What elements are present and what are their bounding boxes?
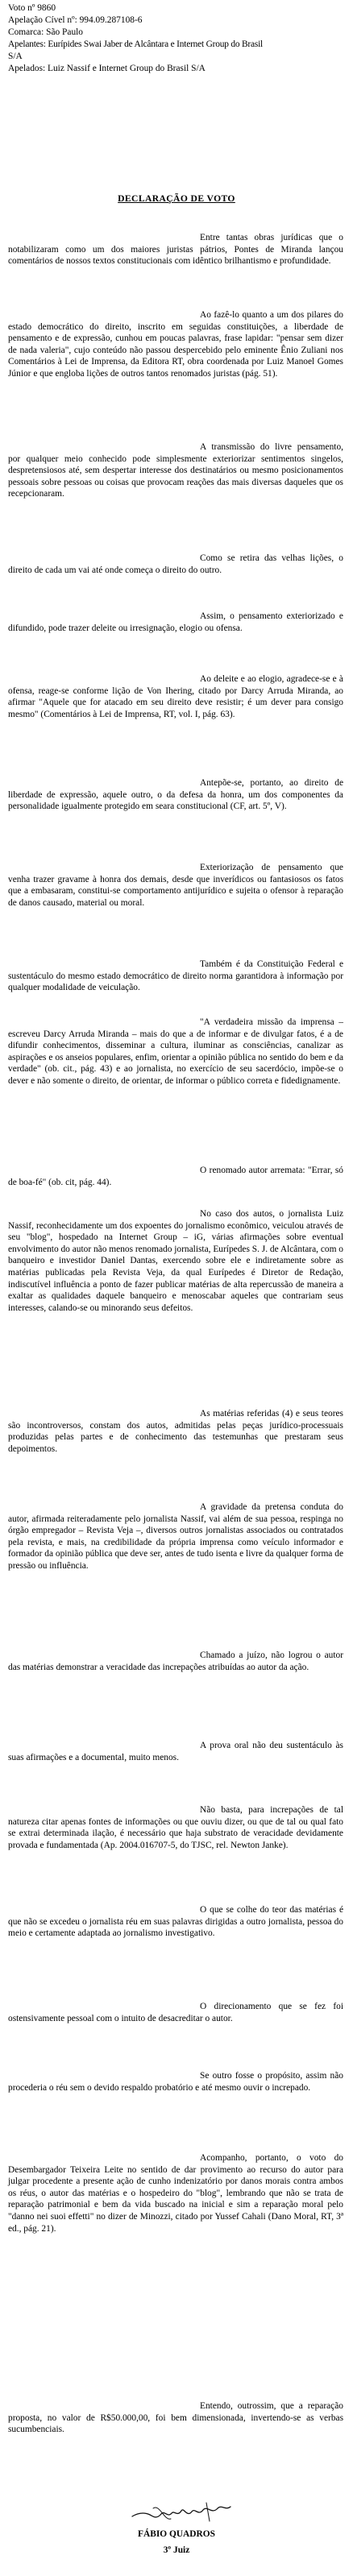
jurisdiction: Comarca: São Paulo xyxy=(8,27,84,37)
appellants-line-2: S/A xyxy=(8,52,23,61)
paragraph-3: A transmissão do livre pensamento, por qualquer meio conhecido pode simplesmente exteriorizar sentimentos singelos, despretensiosos até, sem despertar interesse dos destinatários ou mesmo posicionamentos pessoais sobre pessoas ou coisas que provocam reações das mais diversas daqueles que os recepcionaram. xyxy=(8,442,343,499)
paragraph-1: Entre tantas obras jurídicas que o notabilizaram como um dos maiores juristas pátrios, Pontes de Miranda lançou comentários de nossos textos constitucionais com idêntico brilhantismo e profundidade. xyxy=(8,233,343,267)
appellants-line-1: Apelantes: Eurípides Swai Jaber de Alcântara e Internet Group do Brasil xyxy=(8,39,264,49)
paragraph-10: "A verdadeira missão da imprensa – escreveu Darcy Arruda Miranda – mais do que a de informar e de divulgar fatos, é a de difundir conhecimentos, disseminar a cultura, iluminar as consciências, canalizar as aspirações e os anseios populares, enfim, orientar a opinião pública no sentido do bem e da verdade" (ob. cit., pág. 43) e ao jornalista, no exercício de seu sacerdócio, impõe-se o dever e não somente o direito, de orientar, de informar o público correta e fidedignamente. xyxy=(8,1017,343,1086)
paragraph-9: Também é da Constituição Federal e sustentáculo do mesmo estado democrático de direito norma garantidora à informação por qualquer modalidade de veiculação. xyxy=(8,959,343,993)
paragraph-7: Antepõe-se, portanto, ao direito de liberdade de expressão, aquele outro, o da defesa da honra, um dos componentes da personalidade igualmente protegido em seara constitucional (CF, art. 5º, V). xyxy=(8,778,343,812)
paragraph-14: A gravidade da pretensa conduta do autor, afirmada reiteradamente pelo jornalista Nassif, vai além de sua pessoa, respinga no órgão empregador – Revista Veja –, diversos outros jornalistas associados ou contratados pela revista, e mais, na credibilidade da própria imprensa como veículo informador e formador da opinião pública que deve ser, antes de tudo isenta e livre da qualquer forma de pressão ou influência. xyxy=(8,1502,343,1571)
signatory-name: FÁBIO QUADROS xyxy=(138,2529,215,2539)
paragraph-20: Se outro fosse o propósito, assim não procederia o réu sem o devido respaldo probatório e até mesmo ouvir o increpado. xyxy=(8,2071,343,2093)
paragraph-8: Exteriorização de pensamento que venha trazer gravame à honra dos demais, desde que inverídicos ou fantasiosos os fatos que a embasaram, constitui-se comportamento antijurídico e sujeita o ofensor à reparação de danos causado, material ou moral. xyxy=(8,863,343,908)
vote-number: Voto nº 9860 xyxy=(8,3,56,13)
paragraph-13: As matérias referidas (4) e seus teores são incontroversos, constam dos autos, admitidas pelas peças jurídico-processuais produzidas pelas partes e de conhecimento das testemunhas que prestaram seus depoimentos. xyxy=(8,1409,343,1454)
paragraph-19: O direcionamento que se fez foi ostensivamente pessoal com o intuito de desacreditar o autor. xyxy=(8,2002,343,2023)
paragraph-6: Ao deleite e ao elogio, agradece-se e à ofensa, reage-se conforme lição de Von Ihering, citado por Darcy Arruda Miranda, ao afirmar "Aquele que for atacado em seu direito deve resistir; é um dever para consigo mesmo" (Comentários à Lei de Imprensa, RT, vol. I, pág. 63). xyxy=(8,674,343,719)
paragraph-18: O que se colhe do teor das matérias é que não se excedeu o jornalista réu em suas palavras dirigidas a outro jornalista, pessoa do meio e certamente adaptada ao jornalismo investigativo. xyxy=(8,1905,343,1939)
paragraph-22: Entendo, outrossim, que a reparação proposta, no valor de R$50.000,00, foi bem dimensionada, invertendo-se as verbas sucumbenciais. xyxy=(8,2401,343,2435)
paragraph-4: Como se retira das velhas lições, o direito de cada um vai até onde começa o direito do outro. xyxy=(8,553,343,575)
paragraph-11: O renomado autor arremata: "Errar, só de boa-fé" (ob. cit, pág. 44). xyxy=(8,1166,343,1187)
appellees: Apelados: Luiz Nassif e Internet Group do Brasil S/A xyxy=(8,64,206,73)
paragraph-2: Ao fazê-lo quanto a um dos pilares do estado democrático do direito, inscrito em seguidas constituições, a liberdade de pensamento e de expressão, cunhou em poucas palavras, frase lapidar: "pensar sem dizer de nada valeria", cujo conteúdo não passou despercebido pelo eminente Ênio Zuliani nos Comentários à Lei de Imprensa, da Editora RT, obra coordenada por Luiz Manoel Gomes Júnior e que engloba lições de outros tantos renomados juristas (pág. 51). xyxy=(8,310,343,379)
paragraph-16: A prova oral não deu sustentáculo às suas afirmações e a documental, muito menos. xyxy=(8,1741,343,1762)
paragraph-21: Acompanho, portanto, o voto do Desembargador Teixeira Leite no sentido de dar provimento ao recurso do autor para julgar procedente a presente ação de cunho indenizatório por danos morais contra ambos os réus, o autor das matérias e o hospedeiro do "blog", lembrando que não se trata de reparação patrimonial e bem da vida buscado na inicial e sim a reparação moral pelo "danno nei suoi effetti" no dizer de Minozzi, citado por Yussef Cahali (Dano Moral, RT, 3ª ed., pág. 21). xyxy=(8,2153,343,2234)
paragraph-5: Assim, o pensamento exteriorizado e difundido, pode trazer deleite ou irresignação, elogio ou ofensa. xyxy=(8,611,343,633)
paragraph-15: Chamado a juízo, não logrou o autor das matérias demonstrar a veracidade das increpações atribuídas ao autor da ação. xyxy=(8,1650,343,1672)
paragraph-12: No caso dos autos, o jornalista Luiz Nassif, reconhecidamente um dos expoentes do jornalismo econômico, veiculou através de seu "blog", hospedado na Internet Group – iG, várias afirmações sobre eventual envolvimento do autor não menos renomado jornalista, Eurípedes S. J. de Alcântara, com o banqueiro e investidor Daniel Dantas, exercendo sobre ele e indiretamente sobre as matérias publicadas pela Revista Veja, da qual Eurípedes é Diretor de Redação, indiscutível influência a ponto de fazer publicar matérias de alta repercussão de maneira a exaltar as qualidades daquele banqueiro e menoscabar aqueles que contrariam seus interesses, calando-se ou minorando seus defeitos. xyxy=(8,1209,343,1313)
handwritten-signature xyxy=(129,2497,234,2524)
document-title: DECLARAÇÃO DE VOTO xyxy=(118,193,235,204)
appeal-number: Apelação Cível nº: 994.09.287108-6 xyxy=(8,15,143,25)
signatory-role: 3º Juiz xyxy=(163,2545,190,2555)
paragraph-17: Não basta, para increpações de tal natureza citar apenas fontes de informações ou que ouviu dizer, ou que de tal ou qual fato se extrai determinada ilação, é necessário que haja substrato de veracidade devidamente provada e fundamentada (Ap. 2004.016707-5, do TJSC, rel. Newton Janke). xyxy=(8,1805,343,1850)
